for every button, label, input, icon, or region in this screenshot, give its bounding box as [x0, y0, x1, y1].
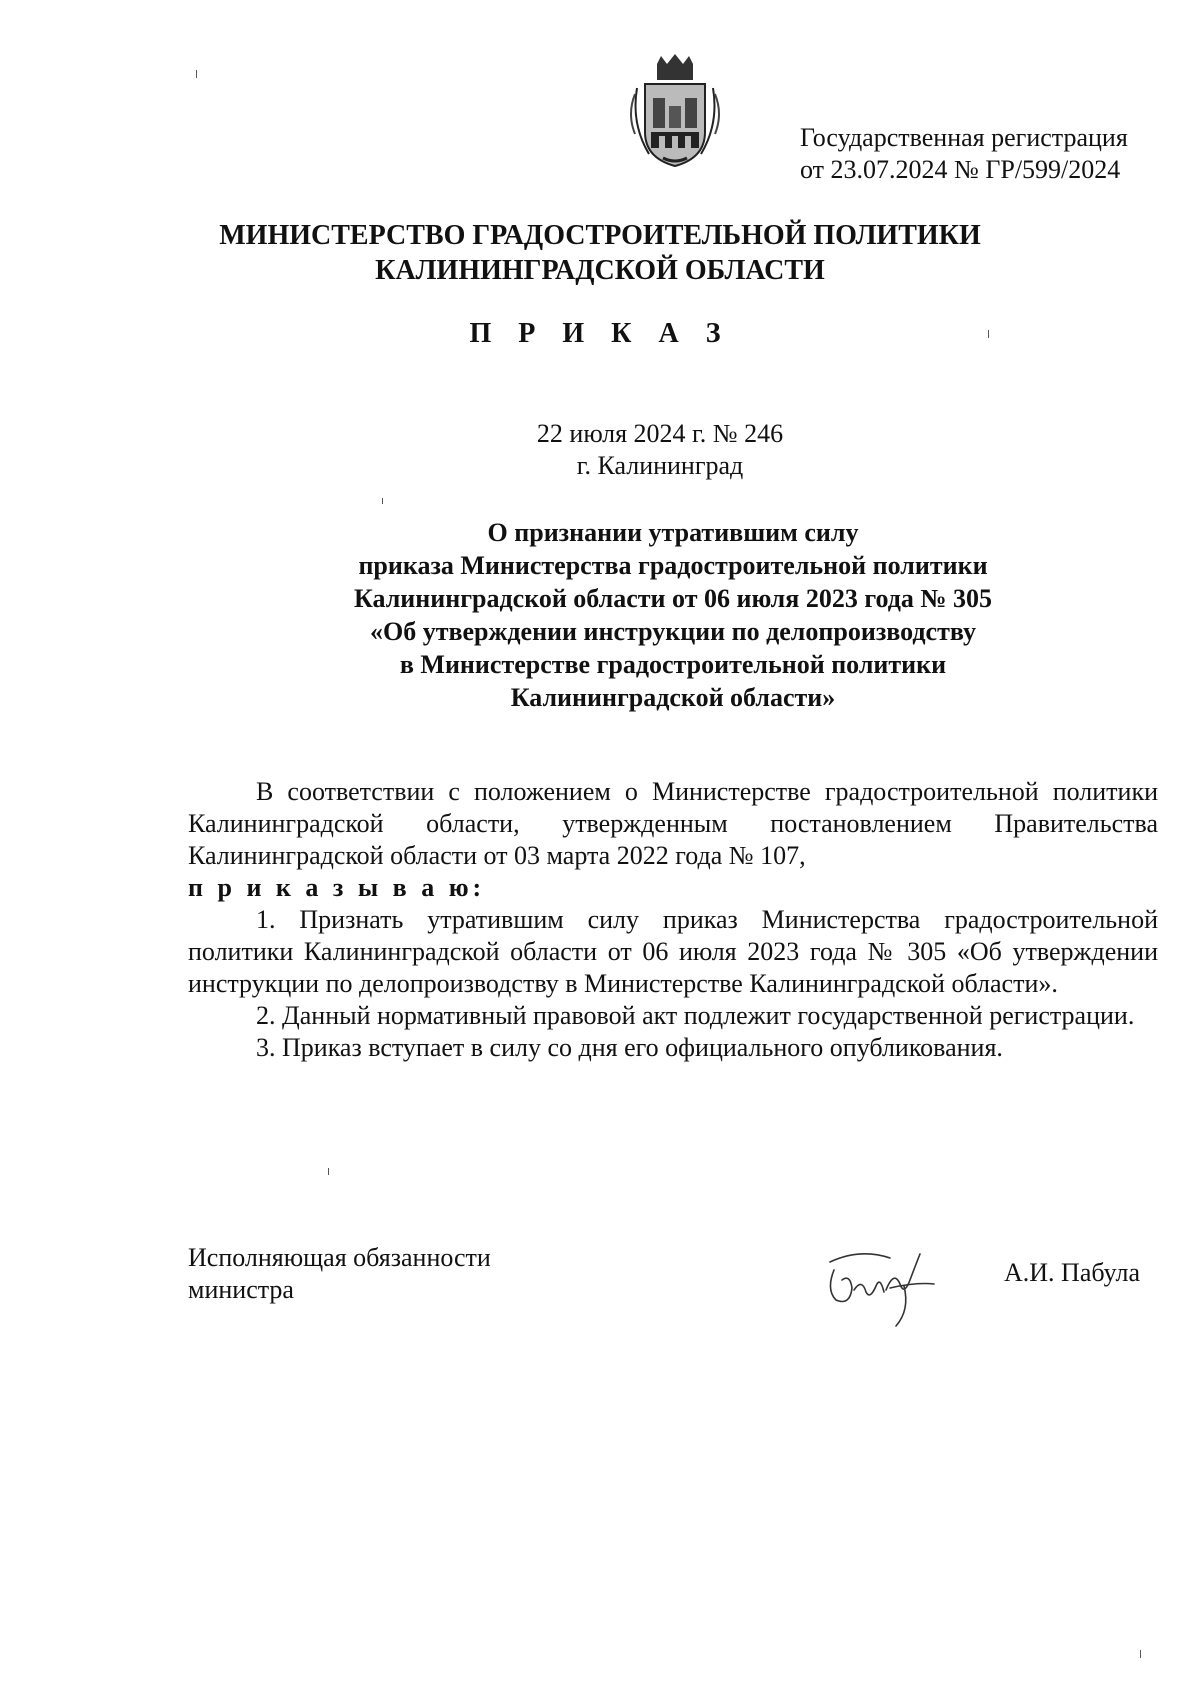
document-type-title: П Р И К А З: [469, 318, 731, 349]
registration-label: Государственная регистрация: [800, 123, 1128, 152]
scan-speck: [382, 498, 383, 504]
order-subject: [188, 516, 1158, 714]
order-item: 2. Данный нормативный правовой акт подлежит государственной регистрации.: [256, 1001, 1135, 1030]
order-body: [188, 776, 1158, 1064]
subject-line: Калининградской области»: [510, 683, 836, 712]
order-date-number: 22 июля 2024 г. № 246: [536, 419, 784, 448]
subject-line: «Об утверждении инструкции по делопроизводству: [369, 617, 976, 646]
ministry-heading: [0, 218, 1200, 288]
order-item: 1. Признать утратившим силу приказ Министерства градостроительной политики Калининградской области от 06 июля 2023 года № 305 «Об утверждении инструкции по делопроизводству в Министерстве Калининградской области».: [188, 905, 1158, 998]
subject-line: в Министерстве градостроительной политики: [399, 650, 947, 679]
subject-line: Калининградской области от 06 июля 2023 года № 305: [353, 584, 993, 613]
order-item: 3. Приказ вступает в силу со дня его официального опубликования.: [256, 1033, 1003, 1062]
order-date-block: [0, 418, 1200, 482]
order-city: г. Калининград: [576, 451, 744, 480]
ministry-line-1: МИНИСТЕРСТВО ГРАДОСТРОИТЕЛЬНОЙ ПОЛИТИКИ: [219, 220, 981, 251]
scan-speck: [1140, 1650, 1141, 1658]
ministry-line-2: КАЛИНИНГРАДСКОЙ ОБЛАСТИ: [375, 255, 825, 286]
signatory-role-line-2: министра: [188, 1275, 294, 1304]
registration-note: [800, 122, 1128, 186]
scan-speck: [988, 330, 989, 338]
scan-speck: [196, 70, 197, 78]
scan-speck: [328, 1168, 329, 1175]
preamble-paragraph: В соответствии с положением о Министерстве градостроительной политики Калининградской области, утвержденным постановлением Правительства Калининградской области от 03 марта 2022 года № 107,: [188, 777, 1158, 870]
signatory-role: [188, 1242, 491, 1306]
command-paragraph: [188, 872, 1158, 904]
subject-line: О признании утратившим силу: [487, 518, 859, 547]
coat-of-arms-emblem: [627, 54, 723, 170]
command-word: п р и к а з ы в а ю:: [188, 873, 486, 902]
signatory-name: А.И. Пабула: [1004, 1258, 1140, 1287]
registration-number: от 23.07.2024 № ГР/599/2024: [800, 155, 1121, 184]
subject-line: приказа Министерства градостроительной политики: [358, 551, 988, 580]
handwritten-signature: [820, 1240, 940, 1330]
signatory-role-line-1: Исполняющая обязанности: [188, 1243, 491, 1272]
